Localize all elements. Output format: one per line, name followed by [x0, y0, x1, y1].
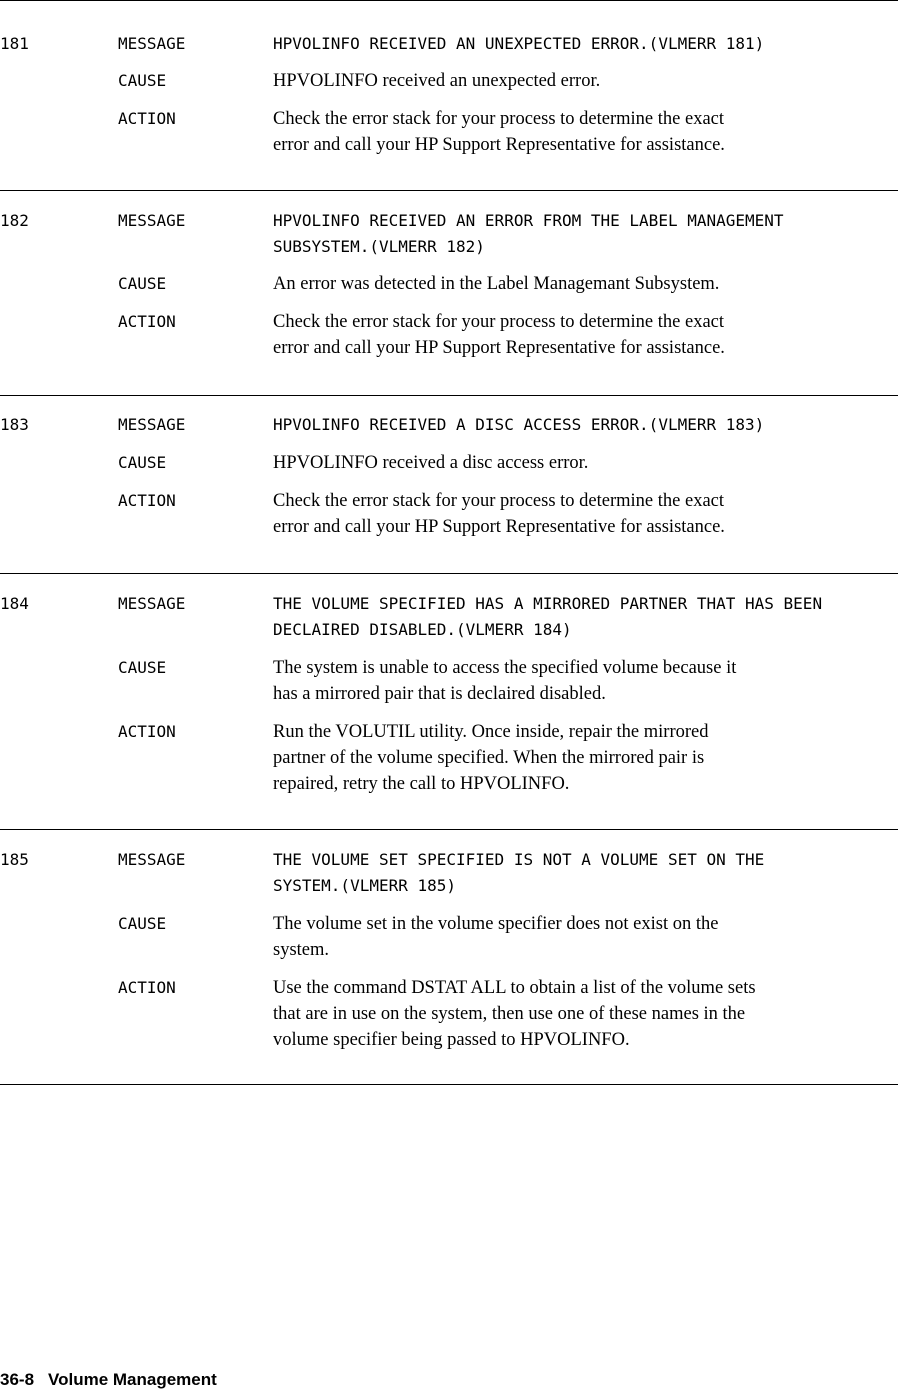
action-line: Use the command DSTAT ALL to obtain a list of the volume sets — [273, 978, 756, 998]
cause-label: CAUSE — [118, 71, 167, 90]
action-label: ACTION — [118, 491, 176, 510]
action-line: repaired, retry the call to HPVOLINFO. — [273, 774, 570, 794]
cause-text — [273, 911, 907, 963]
cause-line: HPVOLINFO received an unexpected error. — [273, 71, 601, 91]
cause-text — [273, 450, 907, 476]
cause-line: The volume set in the volume specifier does not exist on the — [273, 914, 719, 934]
action-line: that are in use on the system, then use one of these names in the — [273, 1004, 746, 1024]
cause-line: An error was detected in the Label Managemant Subsystem. — [273, 274, 720, 294]
section-title: Volume Management — [48, 1370, 217, 1389]
message-text — [273, 208, 903, 260]
message-line: THE VOLUME SPECIFIED HAS A MIRRORED PARTNER THAT HAS BEEN — [273, 594, 823, 613]
action-text — [273, 488, 907, 540]
action-line: Check the error stack for your process to determine the exact — [273, 109, 725, 129]
cause-label: CAUSE — [118, 453, 167, 472]
cause-text — [273, 655, 907, 707]
action-text — [273, 975, 907, 1053]
message-label: MESSAGE — [118, 594, 186, 613]
message-text — [273, 591, 903, 643]
message-label: MESSAGE — [118, 415, 186, 434]
action-line: volume specifier being passed to HPVOLINFO. — [273, 1030, 630, 1050]
action-line: partner of the volume specified. When the mirrored pair is — [273, 748, 705, 768]
message-text — [273, 31, 903, 57]
divider — [0, 829, 898, 830]
message-label: MESSAGE — [118, 34, 186, 53]
action-text — [273, 106, 907, 158]
action-text — [273, 719, 907, 797]
cause-label: CAUSE — [118, 658, 167, 677]
message-text — [273, 847, 903, 899]
action-label: ACTION — [118, 722, 176, 741]
cause-label: CAUSE — [118, 914, 167, 933]
message-line: SUBSYSTEM.(VLMERR 182) — [273, 237, 485, 256]
cause-label: CAUSE — [118, 274, 167, 293]
action-label: ACTION — [118, 109, 176, 128]
action-line: error and call your HP Support Representative for assistance. — [273, 135, 725, 155]
message-line: HPVOLINFO RECEIVED AN ERROR FROM THE LABEL MANAGEMENT — [273, 211, 784, 230]
divider — [0, 0, 898, 1]
message-label: MESSAGE — [118, 211, 186, 230]
message-line: DECLAIRED DISABLED.(VLMERR 184) — [273, 620, 572, 639]
action-label: ACTION — [118, 978, 176, 997]
action-line: Run the VOLUTIL utility. Once inside, repair the mirrored — [273, 722, 709, 742]
action-line: error and call your HP Support Representative for assistance. — [273, 338, 725, 358]
divider — [0, 190, 898, 191]
cause-line: The system is unable to access the specified volume because it — [273, 658, 737, 678]
divider — [0, 573, 898, 574]
message-text — [273, 412, 903, 438]
error-number: 184 — [0, 594, 29, 613]
cause-line: system. — [273, 940, 330, 960]
message-line: HPVOLINFO RECEIVED AN UNEXPECTED ERROR.(VLMERR 181) — [273, 34, 765, 53]
cause-line: HPVOLINFO received a disc access error. — [273, 453, 589, 473]
error-number: 183 — [0, 415, 29, 434]
message-line: THE VOLUME SET SPECIFIED IS NOT A VOLUME SET ON THE — [273, 850, 765, 869]
message-line: SYSTEM.(VLMERR 185) — [273, 876, 457, 895]
error-number: 185 — [0, 850, 29, 869]
page-number: 36-8 — [0, 1370, 35, 1389]
action-label: ACTION — [118, 312, 176, 331]
page-footer — [0, 1369, 217, 1391]
error-number: 182 — [0, 211, 29, 230]
message-label: MESSAGE — [118, 850, 186, 869]
error-number: 181 — [0, 34, 29, 53]
message-line: HPVOLINFO RECEIVED A DISC ACCESS ERROR.(VLMERR 183) — [273, 415, 765, 434]
cause-text — [273, 271, 907, 297]
action-line: Check the error stack for your process to determine the exact — [273, 312, 725, 332]
cause-line: has a mirrored pair that is declaired disabled. — [273, 684, 606, 704]
cause-text — [273, 68, 907, 94]
action-text — [273, 309, 907, 361]
divider — [0, 395, 898, 396]
divider — [0, 1084, 898, 1085]
action-line: Check the error stack for your process to determine the exact — [273, 491, 725, 511]
action-line: error and call your HP Support Representative for assistance. — [273, 517, 725, 537]
